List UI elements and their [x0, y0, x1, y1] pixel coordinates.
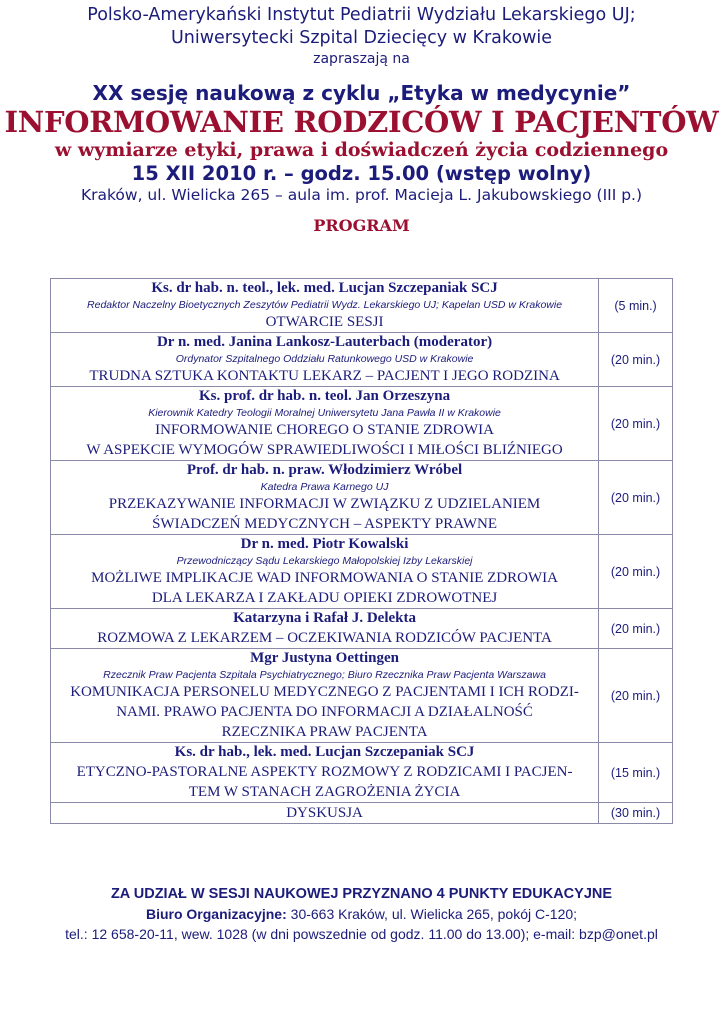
program-table [50, 278, 673, 824]
talk-duration: (20 min.) [599, 387, 673, 461]
program-row [51, 649, 673, 743]
program-heading: PROGRAM [313, 216, 410, 235]
talk-duration: (30 min.) [599, 803, 673, 824]
invite-text: zapraszają na [313, 51, 410, 67]
program-row-content [51, 803, 599, 824]
talk-topic-line: TEM W STANACH ZAGROŻENIA ŻYCIA [188, 784, 461, 800]
talk-duration: (20 min.) [599, 535, 673, 609]
header [0, 4, 723, 236]
institute-line-1: Polsko-Amerykański Instytut Pediatrii Wydziału Lekarskiego UJ; [87, 5, 636, 25]
talk-topic-line: TRUDNA SZTUKA KONTAKTU LEKARZ – PACJENT I JEGO RODZINA [89, 368, 560, 384]
program-row [51, 279, 673, 333]
talk-topic-line: ŚWIADCZEŃ MEDYCZNYCH – ASPEKTY PRAWNE [152, 516, 497, 532]
talk-topic-line: RZECZNIKA PRAW PACJENTA [221, 724, 428, 740]
institute-line-2: Uniwersytecki Szpital Dziecięcy w Krakowie [170, 28, 553, 48]
program-body [51, 279, 673, 824]
talk-duration: (5 min.) [599, 279, 673, 333]
program-row [51, 743, 673, 803]
main-title: INFORMOWANIE RODZICÓW I PACJENTÓW [4, 105, 719, 139]
talk-topic-line: ROZMOWA Z LEKARZEM – OCZEKIWANIA RODZICÓW PACJENTA [97, 630, 552, 646]
speaker-role: Katedra Prawa Karnego UJ [260, 481, 389, 493]
credits-note: ZA UDZIAŁ W SESJI NAUKOWEJ PRZYZNANO 4 PUNKTY EDUKACYJNE [110, 886, 613, 902]
talk-topic-line: W ASPEKCIE WYMOGÓW SPRAWIEDLIWOŚCI I MIŁOŚCI BLIŹNIEGO [86, 442, 563, 458]
talk-duration: (15 min.) [599, 743, 673, 803]
speaker-name: Mgr Justyna Oettingen [250, 650, 399, 666]
event-date: 15 XII 2010 r. – godz. 15.00 (wstęp wolny) [131, 162, 592, 185]
program-row-content [51, 461, 599, 535]
talk-topic-line: ETYCZNO-PASTORALNE ASPEKTY ROZMOWY Z RODZICAMI I PACJEN- [76, 764, 573, 780]
talk-duration: (20 min.) [599, 649, 673, 743]
program-row-content [51, 743, 599, 803]
speaker-role: Kierownik Katedry Teologii Moralnej Uniwersytetu Jana Pawła II w Krakowie [148, 407, 501, 419]
program-row-content [51, 535, 599, 609]
program-row [51, 803, 673, 824]
speaker-name: Ks. dr hab., lek. med. Lucjan Szczepaniak SCJ [174, 744, 475, 760]
program-row [51, 461, 673, 535]
talk-topic-line: OTWARCIE SESJI [265, 314, 384, 330]
speaker-name: Katarzyna i Rafał J. Delekta [233, 610, 416, 626]
speaker-name: Ks. dr hab. n. teol., lek. med. Lucjan Szczepaniak SCJ [151, 280, 498, 296]
program-row [51, 535, 673, 609]
talk-topic-line: NAMI. PRAWO PACJENTA DO INFORMACJI A DZIAŁALNOŚĆ [116, 704, 533, 720]
office-address: 30-663 Kraków, ul. Wielicka 265, pokój C-120; [286, 906, 578, 922]
speaker-name: Prof. dr hab. n. praw. Włodzimierz Wróbel [186, 462, 463, 478]
speaker-role: Przewodniczący Sądu Lekarskiego Małopolskiej Izby Lekarskiej [176, 555, 473, 567]
speaker-role: Redaktor Naczelny Bioetycznych Zeszytów Pediatrii Wydz. Lekarskiego UJ; Kapelan USD w Krakowie [87, 299, 563, 311]
session-line: XX sesję naukową z cyklu „Etyka w medycynie” [92, 81, 631, 105]
program-row [51, 333, 673, 387]
talk-topic-line: MOŻLIWE IMPLIKACJE WAD INFORMOWANIA O STANIE ZDROWIA [91, 570, 558, 586]
speaker-role: Rzecznik Praw Pacjenta Szpitala Psychiatrycznego; Biuro Rzecznika Praw Pacjenta Warszawa [103, 669, 546, 681]
event-place: Kraków, ul. Wielicka 265 – aula im. prof. Macieja L. Jakubowskiego (III p.) [80, 186, 643, 204]
talk-duration: (20 min.) [599, 609, 673, 649]
talk-topic-line: DYSKUSJA [286, 805, 363, 821]
program-row-content [51, 649, 599, 743]
program-row [51, 609, 673, 649]
program-row-content [51, 279, 599, 333]
talk-topic-line: DLA LEKARZA I ZAKŁADU OPIEKI ZDROWOTNEJ [151, 590, 498, 606]
speaker-name: Dr n. med. Janina Lankosz-Lauterbach (moderator) [156, 334, 493, 350]
program-row [51, 387, 673, 461]
speaker-name: Ks. prof. dr hab. n. teol. Jan Orzeszyna [198, 388, 451, 404]
talk-duration: (20 min.) [599, 461, 673, 535]
program-row-content [51, 387, 599, 461]
talk-topic-line: KOMUNIKACJA PERSONELU MEDYCZNEGO Z PACJENTAMI I ICH RODZI- [70, 684, 579, 700]
program-row-content [51, 333, 599, 387]
contact-line: tel.: 12 658-20-11, wew. 1028 (w dni powszednie od godz. 11.00 do 13.00); e-mail: bzp@onet.pl [65, 926, 658, 942]
office-label: Biuro Organizacyjne: [145, 906, 287, 922]
subtitle: w wymiarze etyki, prawa i doświadczeń życia codziennego [54, 139, 669, 161]
office-line [0, 904, 723, 924]
program-row-content [51, 609, 599, 649]
talk-topic-line: PRZEKAZYWANIE INFORMACJI W ZWIĄZKU Z UDZIELANIEM [108, 496, 541, 512]
talk-topic-line: INFORMOWANIE CHOREGO O STANIE ZDROWIA [155, 422, 494, 438]
speaker-role: Ordynator Szpitalnego Oddziału Ratunkowego USD w Krakowie [175, 353, 474, 365]
speaker-name: Dr n. med. Piotr Kowalski [240, 536, 409, 552]
footer [0, 884, 723, 944]
talk-duration: (20 min.) [599, 333, 673, 387]
